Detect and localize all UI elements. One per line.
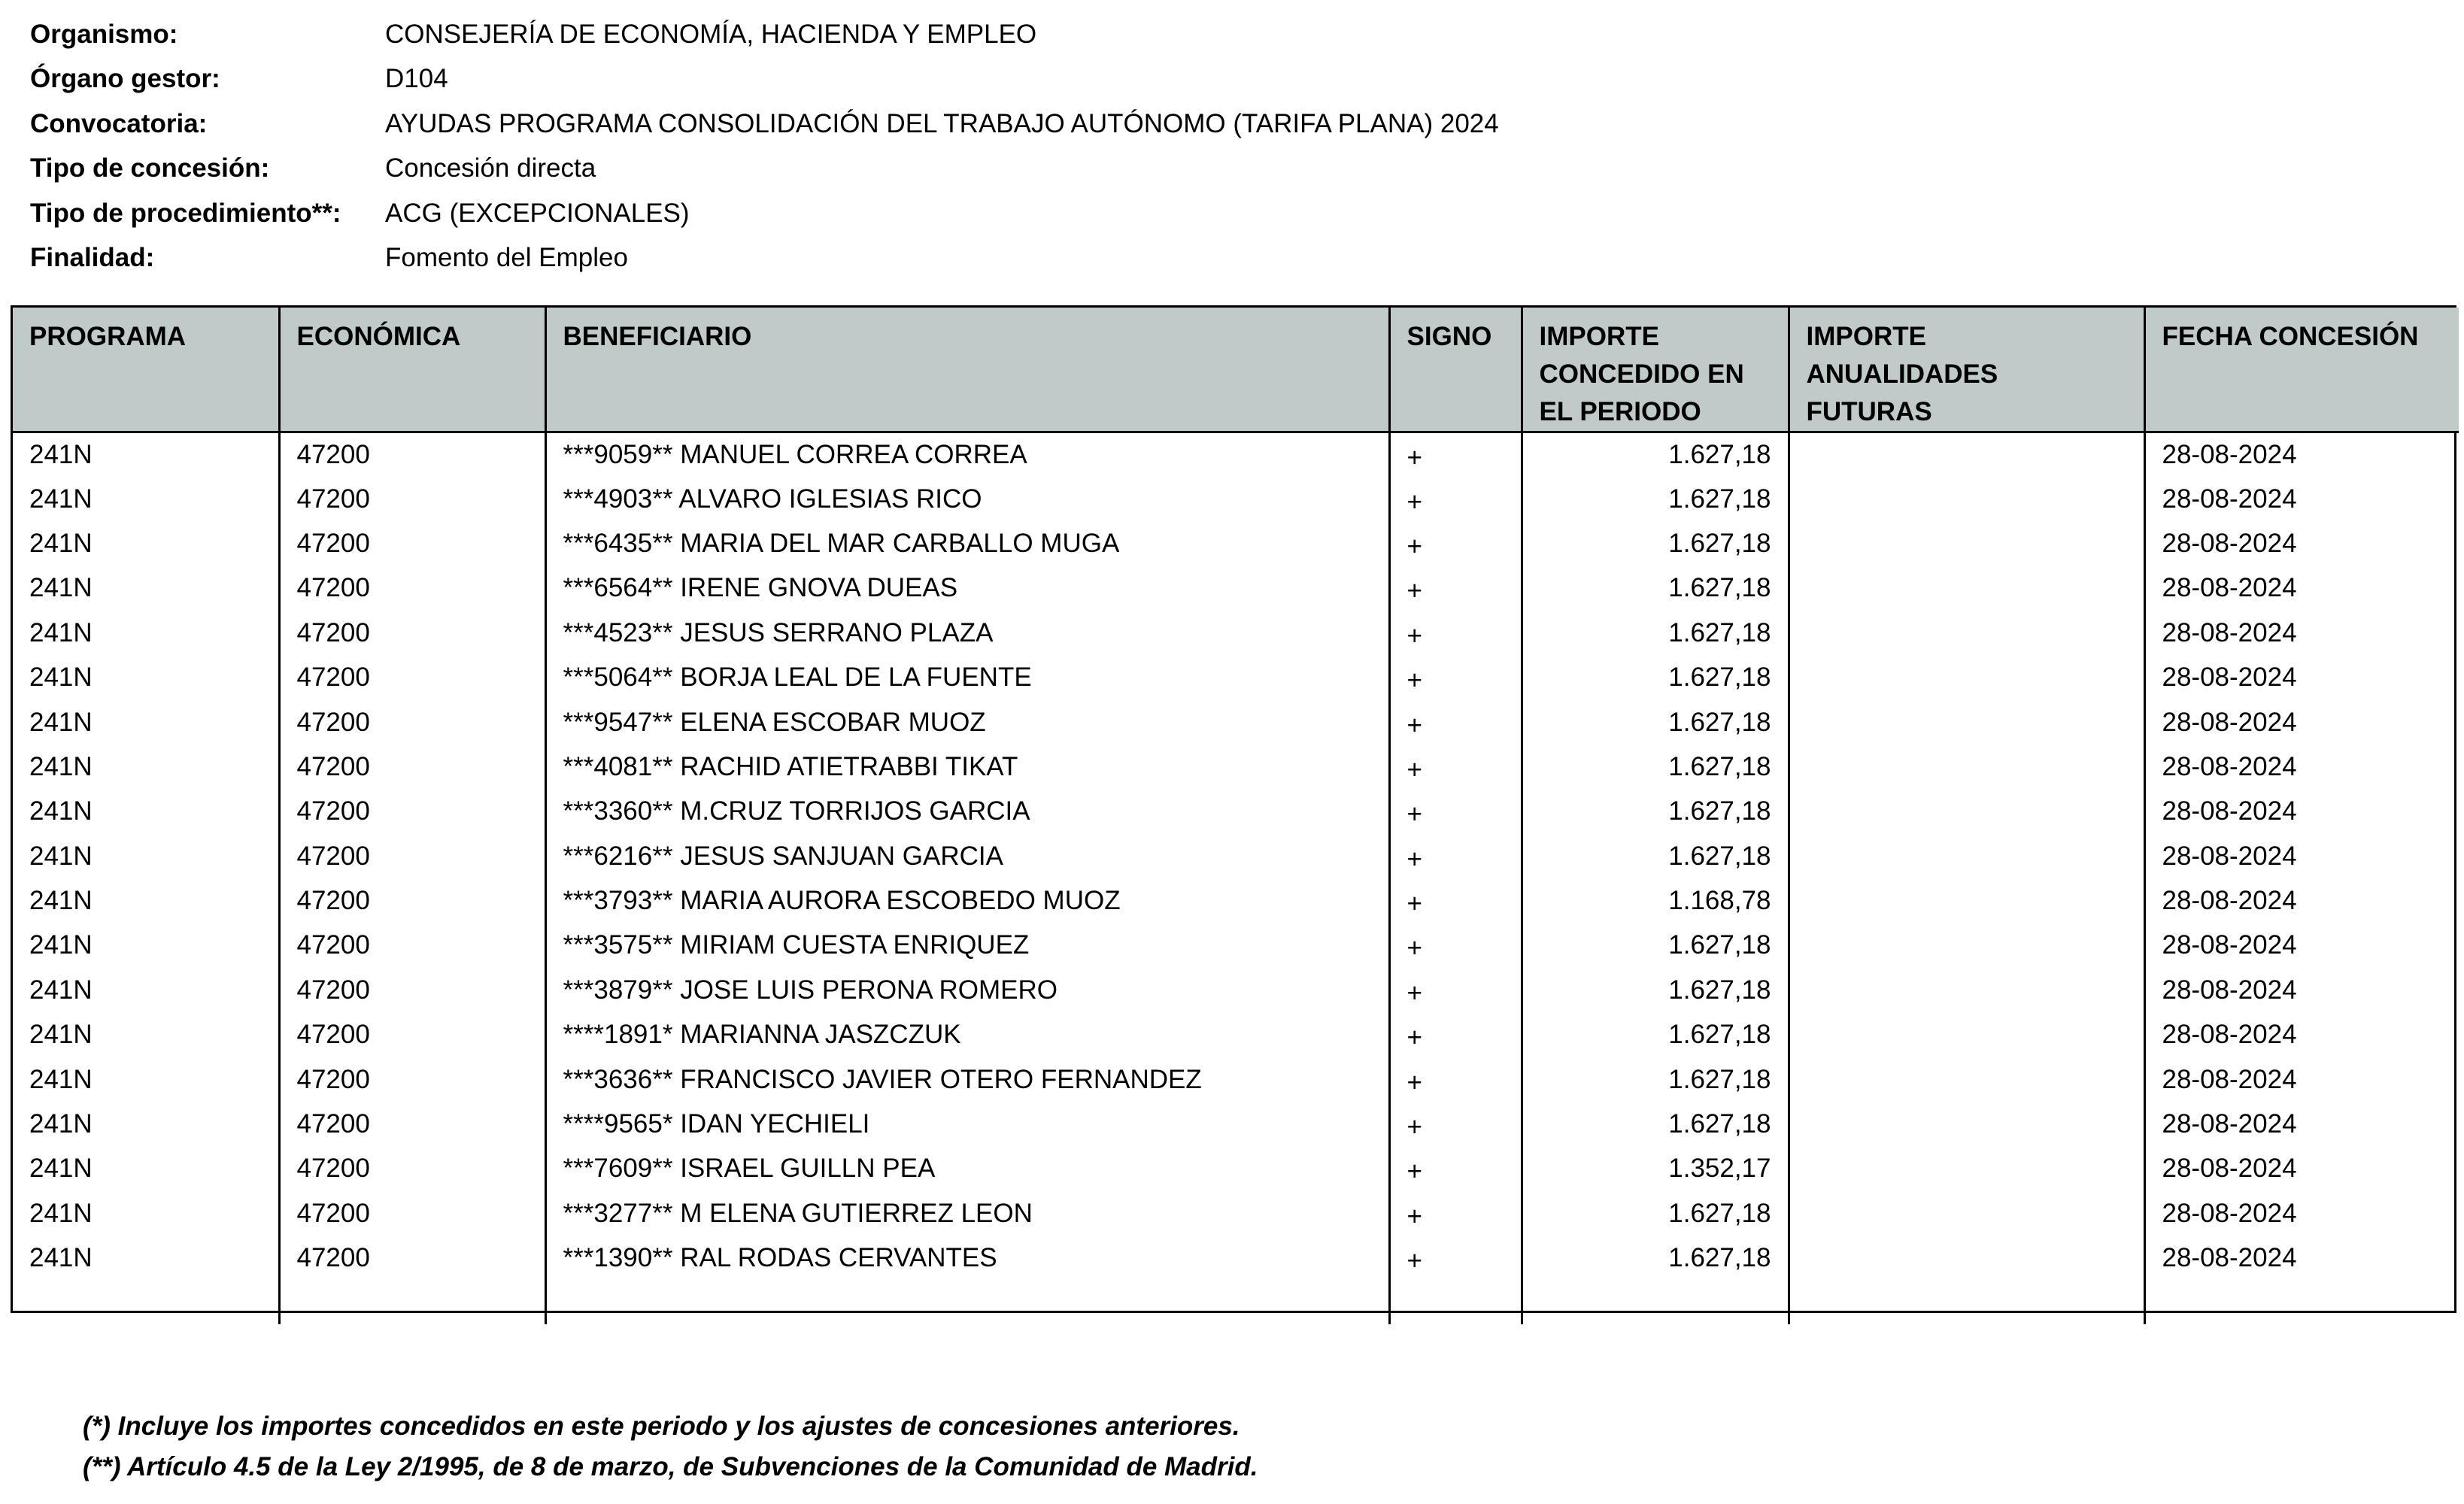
cell-beneficiario: ***3636** FRANCISCO JAVIER OTERO FERNANDEZ: [545, 1057, 1389, 1102]
filler-cell: [279, 1281, 545, 1324]
cell-economica: 47200: [279, 834, 545, 878]
cell-importe: 1.627,18: [1522, 655, 1789, 699]
cell-beneficiario: ***3793** MARIA AURORA ESCOBEDO MUOZ: [545, 878, 1389, 923]
cell-economica: 47200: [279, 968, 545, 1012]
table-body: [13, 432, 2459, 1324]
cell-signo-text: +: [1406, 933, 1422, 963]
cell-signo-text: +: [1406, 620, 1422, 650]
cell-importe: 1.627,18: [1522, 834, 1789, 878]
cell-signo: [1389, 923, 1522, 968]
cell-beneficiario: ***4081** RACHID ATIETRABBI TIKAT: [545, 744, 1389, 789]
cell-economica: 47200: [279, 432, 545, 477]
header-signo: SIGNO: [1389, 308, 1522, 432]
cell-economica: 47200: [279, 878, 545, 923]
table-row: [13, 1013, 2459, 1057]
cell-anualidades: [1789, 477, 2144, 521]
cell-anualidades: [1789, 923, 2144, 968]
meta-value: D104: [385, 64, 448, 94]
cell-beneficiario: ****1891* MARIANNA JASZCZUK: [545, 1013, 1389, 1057]
cell-signo: [1389, 834, 1522, 878]
cell-beneficiario: ***5064** BORJA LEAL DE LA FUENTE: [545, 655, 1389, 699]
table-filler-row: [13, 1281, 2459, 1324]
cell-programa: 241N: [29, 1154, 93, 1184]
cell-fecha: 28-08-2024: [2144, 1147, 2459, 1191]
cell-beneficiario: ****9565* IDAN YECHIELI: [545, 1102, 1389, 1146]
cell-programa: 241N: [29, 796, 93, 826]
cell-programa: 241N: [29, 528, 93, 558]
cell-importe: 1.627,18: [1522, 700, 1789, 744]
cell-fecha: 28-08-2024: [2144, 790, 2459, 834]
meta-value: ACG (EXCEPCIONALES): [385, 198, 690, 228]
cell-importe: 1.627,18: [1522, 1191, 1789, 1236]
table-row: [13, 611, 2459, 655]
cell-anualidades: [1789, 1147, 2144, 1191]
footnote: (**) Artículo 4.5 de la Ley 2/1995, de 8 de marzo, de Subvenciones de la Comunidad de Madrid.: [83, 1452, 1258, 1481]
cell-economica: 47200: [279, 1191, 545, 1236]
cell-programa: 241N: [29, 1064, 93, 1094]
table-row: [13, 968, 2459, 1012]
cell-fecha: 28-08-2024: [2144, 700, 2459, 744]
cell-beneficiario: ***6216** JESUS SANJUAN GARCIA: [545, 834, 1389, 878]
cell-fecha: 28-08-2024: [2144, 477, 2459, 521]
cell-signo: [1389, 432, 1522, 477]
meta-label: Finalidad:: [30, 243, 155, 273]
cell-programa: 241N: [29, 975, 93, 1005]
cell-anualidades: [1789, 878, 2144, 923]
meta-row-tipo-procedimiento: [30, 191, 1835, 236]
cell-importe: 1.627,18: [1522, 1102, 1789, 1146]
cell-signo-text: +: [1406, 1023, 1422, 1053]
cell-economica: 47200: [279, 655, 545, 699]
cell-signo: [1389, 611, 1522, 655]
cell-importe: 1.627,18: [1522, 968, 1789, 1012]
cell-signo-text: +: [1406, 1201, 1422, 1231]
cell-anualidades: [1789, 566, 2144, 611]
filler-cell: [1522, 1281, 1789, 1324]
cell-fecha: 28-08-2024: [2144, 1236, 2459, 1281]
filler-cell: [2144, 1281, 2459, 1324]
meta-row-finalidad: [30, 236, 1835, 281]
cell-signo: [1389, 521, 1522, 566]
cell-beneficiario: ***4523** JESUS SERRANO PLAZA: [545, 611, 1389, 655]
cell-programa: 241N: [29, 1109, 93, 1139]
cell-anualidades: [1789, 1057, 2144, 1102]
cell-fecha: 28-08-2024: [2144, 611, 2459, 655]
table-row: [13, 923, 2459, 968]
header-programa: PROGRAMA: [13, 308, 279, 432]
meta-label: Convocatoria:: [30, 108, 208, 138]
header-beneficiario: BENEFICIARIO: [545, 308, 1389, 432]
cell-economica: 47200: [279, 1147, 545, 1191]
cell-economica: 47200: [279, 1057, 545, 1102]
cell-importe: 1.627,18: [1522, 1013, 1789, 1057]
cell-signo-text: +: [1406, 844, 1422, 874]
table-row: [13, 1057, 2459, 1102]
cell-signo-text: +: [1406, 1112, 1422, 1142]
cell-signo: [1389, 566, 1522, 611]
cell-signo-text: +: [1406, 1067, 1422, 1097]
cell-importe: 1.627,18: [1522, 521, 1789, 566]
cell-anualidades: [1789, 521, 2144, 566]
table-row: [13, 878, 2459, 923]
table-row: [13, 655, 2459, 699]
cell-programa: 241N: [29, 1020, 93, 1050]
meta-value: Fomento del Empleo: [385, 243, 628, 273]
meta-value: AYUDAS PROGRAMA CONSOLIDACIÓN DEL TRABAJO AUTÓNOMO (TARIFA PLANA) 2024: [385, 108, 1499, 138]
cell-economica: 47200: [279, 611, 545, 655]
filler-cell: [545, 1281, 1389, 1324]
table-row: [13, 790, 2459, 834]
cell-economica: 47200: [279, 923, 545, 968]
cell-signo-text: +: [1406, 531, 1422, 561]
meta-label: Tipo de procedimiento**:: [30, 198, 341, 228]
header-importe-line: CONCEDIDO EN: [1539, 359, 1744, 389]
cell-programa: 241N: [29, 439, 93, 469]
document-metadata: [30, 12, 1835, 280]
cell-beneficiario: ***4903** ALVARO IGLESIAS RICO: [545, 477, 1389, 521]
meta-value: Concesión directa: [385, 153, 596, 183]
header-anualidades-line: IMPORTE: [1806, 322, 1926, 351]
cell-fecha: 28-08-2024: [2144, 878, 2459, 923]
cell-fecha: 28-08-2024: [2144, 1013, 2459, 1057]
cell-economica: 47200: [279, 1102, 545, 1146]
filler-cell: [1789, 1281, 2144, 1324]
filler-cell: [13, 1281, 279, 1324]
table-header: [13, 308, 2459, 432]
cell-importe: 1.168,78: [1522, 878, 1789, 923]
meta-value: CONSEJERÍA DE ECONOMÍA, HACIENDA Y EMPLEO: [385, 19, 1037, 49]
table-row: [13, 566, 2459, 611]
cell-signo-text: +: [1406, 576, 1422, 606]
cell-signo-text: +: [1406, 889, 1422, 919]
cell-anualidades: [1789, 1013, 2144, 1057]
cell-programa: 241N: [29, 484, 93, 514]
cell-programa: 241N: [29, 930, 93, 960]
table-row: [13, 1236, 2459, 1281]
table-row: [13, 1191, 2459, 1236]
cell-programa: 241N: [29, 1198, 93, 1228]
cell-fecha: 28-08-2024: [2144, 432, 2459, 477]
header-fecha: FECHA CONCESIÓN: [2144, 308, 2459, 432]
cell-beneficiario: ***6564** IRENE GNOVA DUEAS: [545, 566, 1389, 611]
filler-cell: [1389, 1281, 1522, 1324]
cell-beneficiario: ***3879** JOSE LUIS PERONA ROMERO: [545, 968, 1389, 1012]
cell-anualidades: [1789, 968, 2144, 1012]
cell-economica: 47200: [279, 477, 545, 521]
cell-signo-text: +: [1406, 754, 1422, 784]
cell-signo: [1389, 1191, 1522, 1236]
cell-fecha: 28-08-2024: [2144, 744, 2459, 789]
cell-beneficiario: ***9547** ELENA ESCOBAR MUOZ: [545, 700, 1389, 744]
cell-fecha: 28-08-2024: [2144, 566, 2459, 611]
cell-importe: 1.627,18: [1522, 1236, 1789, 1281]
cell-anualidades: [1789, 1191, 2144, 1236]
cell-importe: 1.627,18: [1522, 790, 1789, 834]
cell-importe: 1.627,18: [1522, 477, 1789, 521]
cell-beneficiario: ***9059** MANUEL CORREA CORREA: [545, 432, 1389, 477]
cell-economica: 47200: [279, 521, 545, 566]
cell-fecha: 28-08-2024: [2144, 1102, 2459, 1146]
table-row: [13, 700, 2459, 744]
cell-signo-text: +: [1406, 1157, 1422, 1187]
cell-fecha: 28-08-2024: [2144, 923, 2459, 968]
cell-anualidades: [1789, 834, 2144, 878]
table-row: [13, 834, 2459, 878]
footnote: (*) Incluye los importes concedidos en este periodo y los ajustes de concesiones anteriores.: [83, 1412, 1240, 1441]
cell-beneficiario: ***3575** MIRIAM CUESTA ENRIQUEZ: [545, 923, 1389, 968]
meta-row-convocatoria: [30, 102, 1835, 147]
cell-programa: 241N: [29, 886, 93, 916]
cell-anualidades: [1789, 432, 2144, 477]
cell-economica: 47200: [279, 1236, 545, 1281]
header-anualidades-line: ANUALIDADES: [1806, 359, 1998, 389]
concessions-table-frame: [11, 305, 2456, 1313]
cell-signo: [1389, 968, 1522, 1012]
header-economica: ECONÓMICA: [279, 308, 545, 432]
cell-beneficiario: ***3360** M.CRUZ TORRIJOS GARCIA: [545, 790, 1389, 834]
table-row: [13, 1147, 2459, 1191]
cell-signo-text: +: [1406, 666, 1422, 696]
cell-signo-text: +: [1406, 710, 1422, 740]
table-row: [13, 432, 2459, 477]
cell-signo: [1389, 477, 1522, 521]
cell-importe: 1.627,18: [1522, 744, 1789, 789]
cell-anualidades: [1789, 744, 2144, 789]
cell-importe: 1.352,17: [1522, 1147, 1789, 1191]
cell-anualidades: [1789, 700, 2144, 744]
cell-economica: 47200: [279, 790, 545, 834]
meta-label: Tipo de concesión:: [30, 153, 270, 183]
cell-importe: 1.627,18: [1522, 611, 1789, 655]
cell-anualidades: [1789, 611, 2144, 655]
table-row: [13, 1102, 2459, 1146]
cell-economica: 47200: [279, 566, 545, 611]
cell-beneficiario: ***3277** M ELENA GUTIERREZ LEON: [545, 1191, 1389, 1236]
header-anualidades: [1789, 308, 2144, 432]
table-row: [13, 521, 2459, 566]
cell-signo-text: +: [1406, 487, 1422, 517]
table-row: [13, 477, 2459, 521]
header-importe: [1522, 308, 1789, 432]
cell-signo: [1389, 1236, 1522, 1281]
cell-signo: [1389, 744, 1522, 789]
header-anualidades-line: FUTURAS: [1806, 397, 1932, 426]
cell-signo-text: +: [1406, 799, 1422, 829]
cell-signo-text: +: [1406, 978, 1422, 1008]
meta-row-tipo-concesion: [30, 147, 1835, 192]
cell-anualidades: [1789, 1102, 2144, 1146]
footnotes: [83, 1406, 1258, 1487]
cell-programa: 241N: [29, 1243, 93, 1273]
cell-signo: [1389, 1102, 1522, 1146]
header-importe-line: EL PERIODO: [1539, 397, 1701, 426]
table-row: [13, 744, 2459, 789]
cell-signo: [1389, 1147, 1522, 1191]
cell-beneficiario: ***1390** RAL RODAS CERVANTES: [545, 1236, 1389, 1281]
cell-signo-text: +: [1406, 442, 1422, 472]
meta-label: Órgano gestor:: [30, 64, 220, 94]
cell-anualidades: [1789, 790, 2144, 834]
cell-signo: [1389, 700, 1522, 744]
cell-signo: [1389, 655, 1522, 699]
cell-programa: 241N: [29, 751, 93, 781]
cell-economica: 47200: [279, 700, 545, 744]
cell-importe: 1.627,18: [1522, 1057, 1789, 1102]
cell-fecha: 28-08-2024: [2144, 655, 2459, 699]
meta-row-organo-gestor: [30, 57, 1835, 102]
cell-fecha: 28-08-2024: [2144, 968, 2459, 1012]
cell-beneficiario: ***7609** ISRAEL GUILLN PEA: [545, 1147, 1389, 1191]
cell-programa: 241N: [29, 617, 93, 647]
cell-signo: [1389, 790, 1522, 834]
cell-signo: [1389, 1057, 1522, 1102]
cell-anualidades: [1789, 1236, 2144, 1281]
meta-row-organismo: [30, 12, 1835, 57]
cell-importe: 1.627,18: [1522, 923, 1789, 968]
cell-fecha: 28-08-2024: [2144, 1057, 2459, 1102]
cell-economica: 47200: [279, 744, 545, 789]
cell-signo: [1389, 1013, 1522, 1057]
concessions-table: [13, 308, 2459, 1324]
header-importe-line: IMPORTE: [1539, 322, 1659, 351]
cell-importe: 1.627,18: [1522, 566, 1789, 611]
cell-programa: 241N: [29, 841, 93, 871]
cell-signo-text: +: [1406, 1246, 1422, 1276]
cell-anualidades: [1789, 655, 2144, 699]
cell-programa: 241N: [29, 707, 93, 737]
cell-beneficiario: ***6435** MARIA DEL MAR CARBALLO MUGA: [545, 521, 1389, 566]
cell-importe: 1.627,18: [1522, 432, 1789, 477]
cell-signo: [1389, 878, 1522, 923]
cell-fecha: 28-08-2024: [2144, 1191, 2459, 1236]
cell-fecha: 28-08-2024: [2144, 834, 2459, 878]
cell-programa: 241N: [29, 663, 93, 693]
cell-programa: 241N: [29, 573, 93, 603]
meta-label: Organismo:: [30, 19, 178, 49]
cell-economica: 47200: [279, 1013, 545, 1057]
cell-fecha: 28-08-2024: [2144, 521, 2459, 566]
